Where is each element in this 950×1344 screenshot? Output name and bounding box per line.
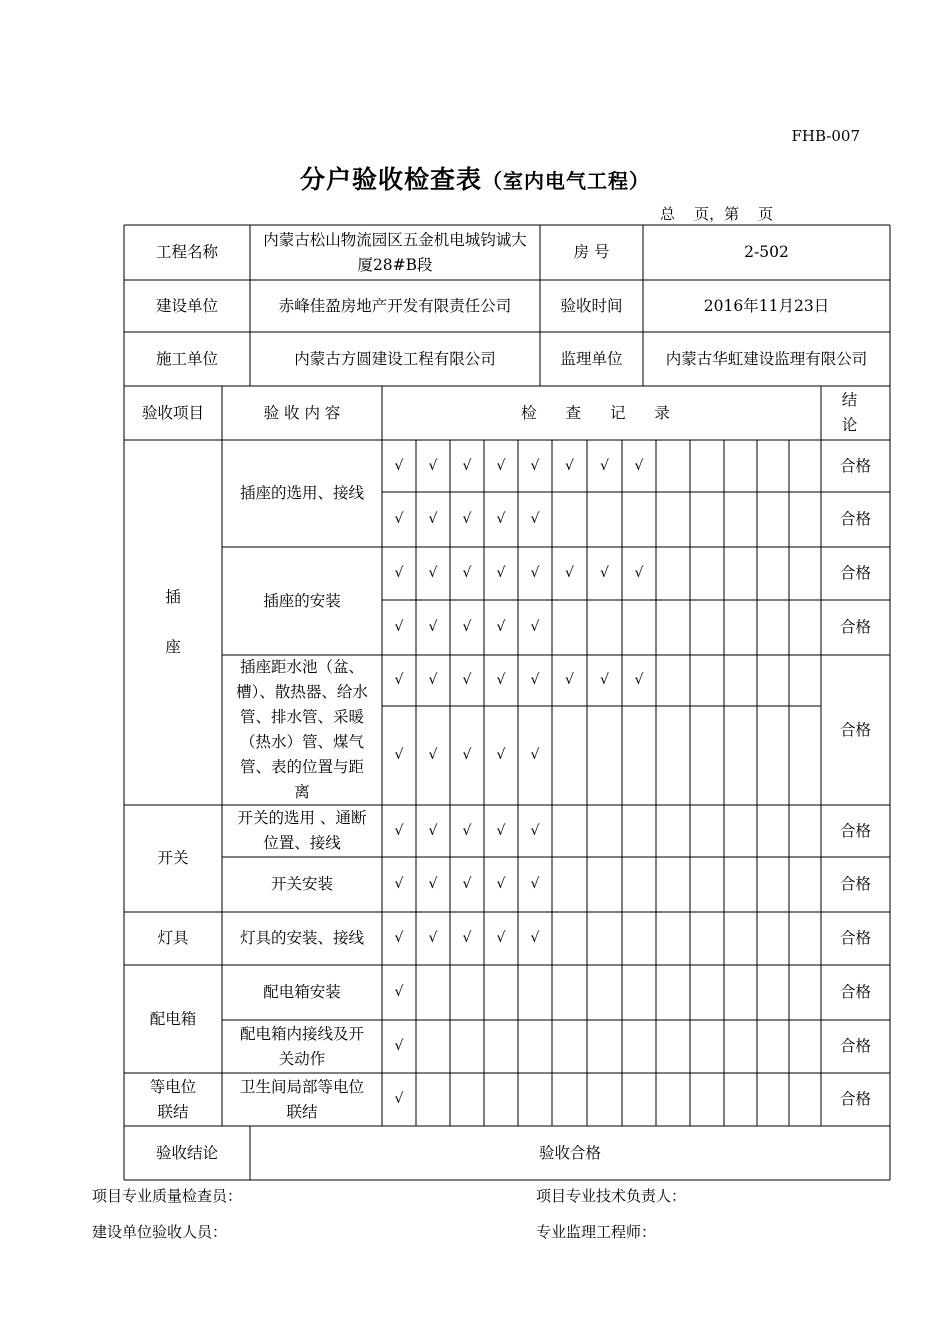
check-mark: √ — [462, 565, 472, 581]
tech-leader-label: 项目专业技术负责人： — [536, 1187, 687, 1205]
result-value: 合格 — [839, 929, 871, 947]
owner-inspector-label: 建设单位验收人员： — [92, 1223, 228, 1241]
check-mark: √ — [496, 876, 506, 892]
column-content: 验 收 内 容 — [263, 403, 341, 422]
check-mark: √ — [428, 876, 438, 892]
header-value-owner: 赤峰佳盈房地产开发有限责任公司 — [278, 296, 512, 315]
title-sub: （室内电气工程） — [482, 169, 650, 193]
check-mark: √ — [428, 619, 438, 635]
result-value-merged: 合格 — [839, 720, 871, 739]
check-mark: √ — [394, 747, 404, 763]
quality-inspector-label: 项目专业质量检查员： — [92, 1187, 243, 1205]
check-mark: √ — [634, 457, 644, 474]
group-label: 灯具 — [157, 929, 189, 947]
content-item: 配电箱内接线及开关动作 — [239, 1024, 364, 1068]
header-value-contractor: 内蒙古方圆建设工程有限公司 — [294, 349, 496, 368]
check-mark: √ — [530, 747, 540, 763]
check-mark: √ — [462, 747, 472, 763]
header-label-project: 工程名称 — [155, 243, 218, 261]
check-mark: √ — [530, 876, 540, 892]
check-mark: √ — [496, 565, 506, 581]
check-mark: √ — [565, 457, 574, 474]
result-value: 合格 — [839, 875, 871, 893]
check-mark: √ — [634, 672, 644, 688]
check-mark: √ — [565, 672, 574, 688]
check-mark: √ — [530, 672, 540, 688]
column-item: 验收项目 — [141, 403, 204, 422]
header-label-contractor: 施工单位 — [155, 349, 218, 368]
content-item: 插座距水池（盆、槽）、散热器、给水管、排水管、采暖（热水）管、煤气管、表的位置与距离 — [236, 658, 368, 801]
check-mark: √ — [394, 930, 404, 946]
header-label-supervisor: 监理单位 — [560, 349, 623, 368]
result-value: 合格 — [839, 983, 871, 1001]
header-label-room: 房 号 — [573, 243, 610, 261]
group-label: 插 座 — [165, 588, 181, 656]
check-mark: √ — [634, 565, 644, 581]
check-mark: √ — [600, 672, 609, 688]
supervision-engineer-label: 专业监理工程师： — [536, 1223, 657, 1241]
check-mark: √ — [462, 876, 472, 892]
header-value-supervisor: 内蒙古华虹建设监理有限公司 — [665, 349, 868, 368]
check-mark: √ — [496, 511, 506, 527]
result-value: 合格 — [839, 456, 871, 475]
group-label: 配电箱 — [149, 1009, 197, 1028]
content-item: 灯具的安装、接线 — [239, 929, 364, 947]
check-mark: √ — [496, 457, 506, 474]
check-mark: √ — [462, 930, 472, 946]
check-mark: √ — [428, 930, 438, 946]
conclusion-value: 验收合格 — [538, 1143, 601, 1162]
result-value: 合格 — [839, 821, 871, 840]
content-item: 卫生间局部等电位联结 — [239, 1077, 364, 1121]
check-mark: √ — [565, 565, 574, 581]
check-mark: √ — [428, 457, 438, 474]
check-mark: √ — [462, 511, 472, 527]
group-label: 开关 — [157, 849, 189, 867]
document-code: FHB-007 — [791, 127, 860, 145]
check-mark: √ — [530, 619, 540, 635]
content-item: 插座的选用、接线 — [239, 484, 364, 502]
check-mark: √ — [394, 619, 404, 635]
page-count: 总 页，第 页 — [660, 205, 774, 223]
column-record: 检 查 记 录 — [521, 403, 682, 422]
header-value-project: 内蒙古松山物流园区五金机电城钧诚大厦28#B段 — [263, 230, 527, 274]
check-mark: √ — [462, 672, 472, 688]
check-mark: √ — [428, 511, 438, 527]
result-value: 合格 — [839, 510, 871, 528]
content-item: 插座的安装 — [263, 591, 341, 610]
content-item: 开关安装 — [270, 875, 333, 893]
check-mark: √ — [496, 930, 506, 946]
result-value: 合格 — [839, 1037, 871, 1055]
check-mark: √ — [394, 822, 404, 839]
content-item: 开关的选用 、通断位置、接线 — [237, 809, 367, 852]
result-value: 合格 — [839, 618, 871, 636]
check-mark: √ — [600, 565, 609, 581]
check-mark: √ — [394, 511, 404, 527]
check-mark: √ — [394, 1038, 404, 1054]
check-mark: √ — [530, 565, 540, 581]
check-mark: √ — [428, 822, 438, 839]
content-item: 配电箱安装 — [263, 983, 341, 1001]
check-mark: √ — [530, 822, 540, 839]
check-mark: √ — [496, 672, 506, 688]
header-value-room: 2-502 — [744, 243, 789, 261]
check-mark: √ — [428, 747, 438, 763]
header-label-owner: 建设单位 — [155, 296, 218, 315]
check-mark: √ — [428, 565, 438, 581]
check-mark: √ — [394, 565, 404, 581]
check-mark: √ — [600, 457, 609, 474]
title-main: 分户验收检查表 — [299, 165, 482, 194]
check-mark: √ — [394, 1091, 404, 1107]
check-mark: √ — [462, 822, 472, 839]
conclusion-label: 验收结论 — [155, 1143, 218, 1162]
check-mark: √ — [394, 672, 404, 688]
check-mark: √ — [394, 984, 404, 1000]
check-mark: √ — [530, 511, 540, 527]
check-mark: √ — [530, 930, 540, 946]
check-mark: √ — [462, 619, 472, 635]
check-mark: √ — [530, 457, 540, 474]
check-mark: √ — [394, 876, 404, 892]
column-result: 结 论 — [841, 391, 870, 434]
check-mark: √ — [428, 672, 438, 688]
result-value: 合格 — [839, 564, 871, 582]
check-mark: √ — [496, 747, 506, 763]
check-mark: √ — [496, 822, 506, 839]
check-mark: √ — [394, 457, 404, 474]
result-value: 合格 — [839, 1090, 871, 1108]
check-mark: √ — [462, 457, 472, 474]
group-label: 等电位 联结 — [149, 1077, 197, 1121]
header-value-date: 2016年11月23日 — [703, 296, 830, 315]
check-mark: √ — [496, 619, 506, 635]
header-label-date: 验收时间 — [560, 296, 623, 315]
